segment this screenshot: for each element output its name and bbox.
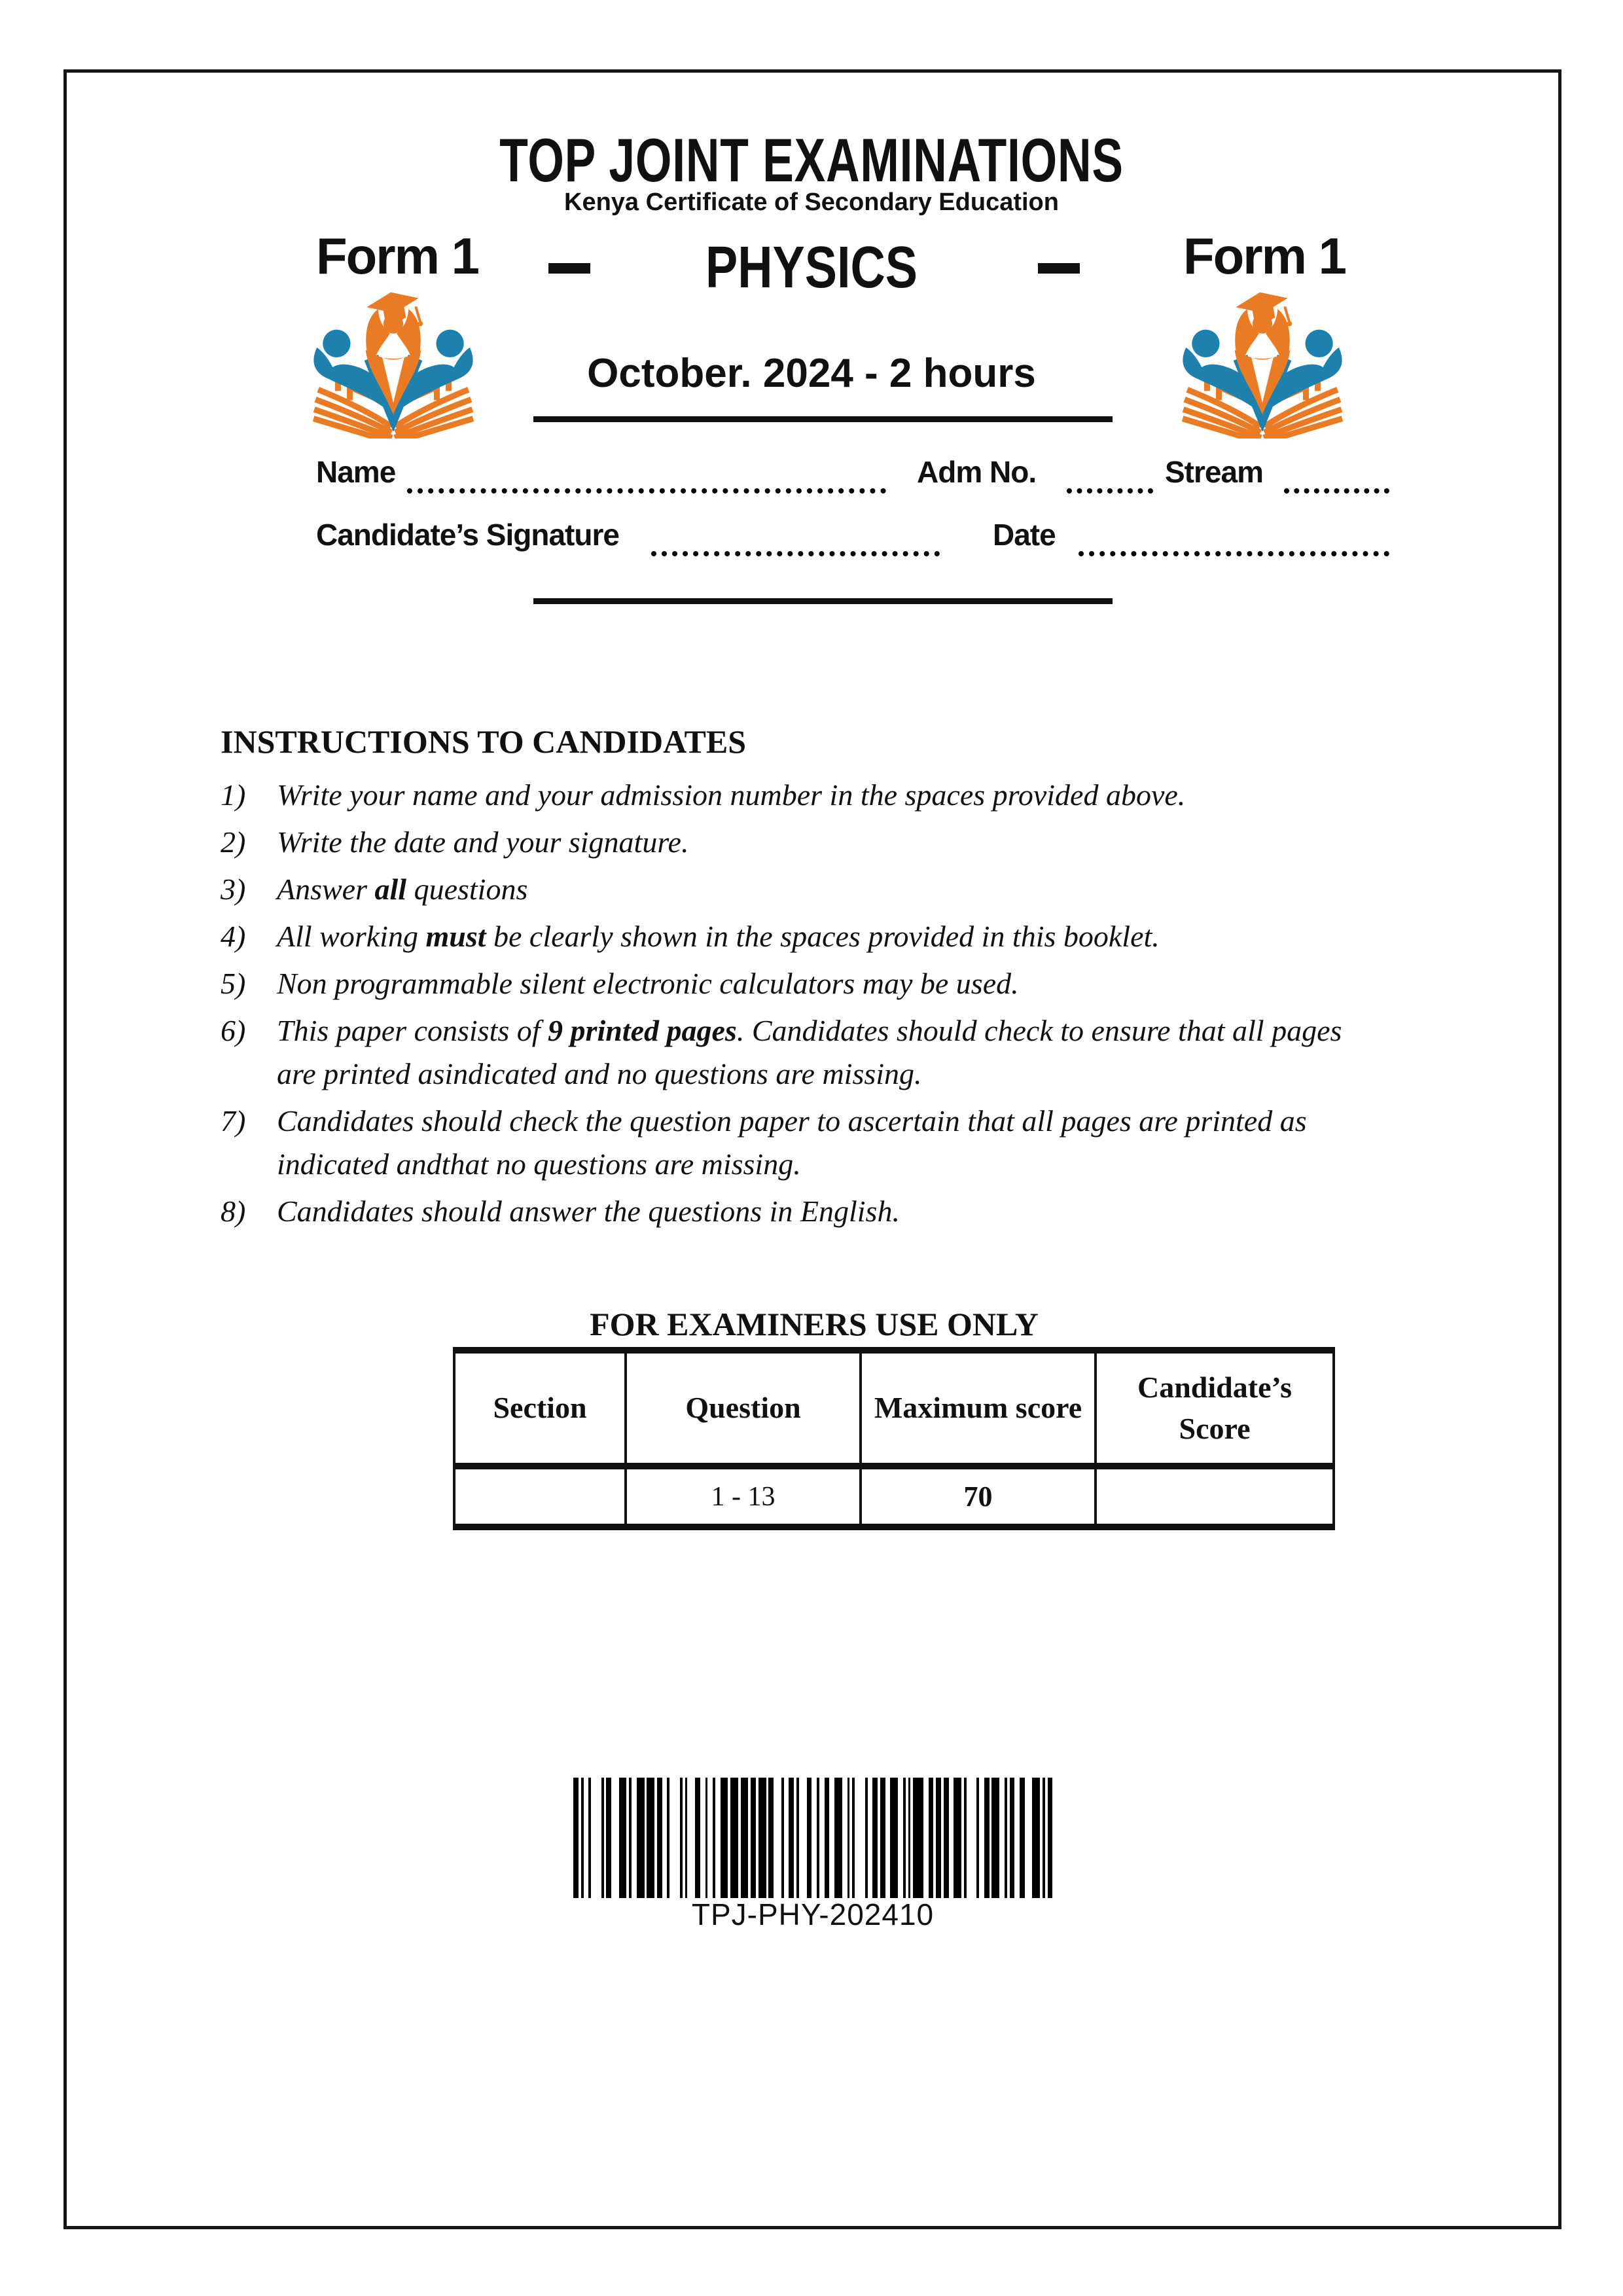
instruction-item [221, 821, 1353, 864]
barcode-space [819, 1778, 825, 1898]
school-logo-left [301, 287, 486, 439]
name-label: Name [316, 455, 396, 489]
divider-line-top [533, 416, 1113, 422]
dash-divider-left [548, 263, 590, 274]
exam-session: October. 2024 - 2 hours [587, 351, 1036, 396]
instructions-heading: INSTRUCTIONS TO CANDIDATES [221, 723, 747, 760]
barcode-bar [991, 1778, 999, 1898]
barcode-space [898, 1778, 903, 1898]
barcode-space [687, 1778, 695, 1898]
instructions-list [221, 774, 1353, 1237]
instruction-text: Answer all questions [277, 872, 528, 906]
instruction-text: Write the date and your signature. [277, 825, 689, 859]
page-title: TOP JOINT EXAMINATIONS [499, 126, 1124, 194]
barcode-bar [606, 1778, 611, 1898]
barcode-space [979, 1778, 984, 1898]
examiners-table-cell [454, 1466, 626, 1527]
barcode-space [923, 1778, 929, 1898]
page-subtitle: Kenya Certificate of Secondary Education [564, 188, 1059, 216]
barcode-space [967, 1778, 977, 1898]
examiners-table-column-header: Candidate’s Score [1096, 1350, 1334, 1466]
instruction-item [221, 1100, 1353, 1186]
barcode-space [829, 1778, 834, 1898]
barcode-space [799, 1778, 807, 1898]
barcode-bar [789, 1778, 794, 1898]
barcode-bar [637, 1778, 645, 1898]
signature-label: Candidate’s Signature [316, 518, 619, 552]
barcode-bar [647, 1778, 654, 1898]
barcode-bar [758, 1778, 766, 1898]
examiners-table-row [454, 1466, 1334, 1527]
barcode-space [855, 1778, 865, 1898]
examiners-table-cell: 70 [861, 1466, 1096, 1527]
instruction-item [221, 1009, 1353, 1096]
barcode-space [812, 1778, 817, 1898]
instruction-text: Candidates should check the question paper to ascertain that all pages are printed as indicated andthat no questions are missing. [277, 1104, 1307, 1181]
barcode-bar [730, 1778, 738, 1898]
barcode-bar [944, 1778, 949, 1898]
instruction-item [221, 1190, 1353, 1233]
barcode-bar [741, 1778, 749, 1898]
stream-label: Stream [1165, 455, 1263, 489]
divider-line-bottom [533, 598, 1113, 604]
instruction-number: 4) [221, 920, 246, 953]
barcode-bar [721, 1778, 728, 1898]
stream-entry-line [1284, 457, 1389, 493]
barcode-bar [880, 1778, 885, 1898]
barcode-space [868, 1778, 873, 1898]
barcode-bar [929, 1778, 934, 1898]
barcode-bar [807, 1778, 812, 1898]
barcode-space [774, 1778, 781, 1898]
instruction-number: 7) [221, 1104, 246, 1138]
instruction-item [221, 915, 1353, 958]
barcode-bar [1048, 1778, 1053, 1898]
adm-no-entry-line [1067, 457, 1153, 493]
instruction-number: 1) [221, 778, 246, 812]
barcode-bar [1010, 1778, 1015, 1898]
barcode-bar [695, 1778, 700, 1898]
barcode-space [784, 1778, 789, 1898]
instruction-number: 6) [221, 1014, 246, 1047]
signature-entry-line [651, 520, 940, 556]
barcode-space [842, 1778, 847, 1898]
barcode-space [949, 1778, 954, 1898]
examiners-table-column-header: Section [454, 1350, 626, 1466]
barcode-space [885, 1778, 891, 1898]
barcode-space [1025, 1778, 1033, 1898]
instruction-text: Write your name and your admission number in the spaces provided above. [277, 778, 1186, 812]
barcode-bar [573, 1778, 579, 1898]
barcode-space [591, 1778, 601, 1898]
subject-title: PHYSICS [705, 235, 918, 300]
instruction-number: 8) [221, 1194, 246, 1228]
form-level-left: Form 1 [316, 227, 479, 285]
barcode-space [700, 1778, 705, 1898]
adm-no-label: Adm No. [917, 455, 1037, 489]
examiners-table-cell: 1 - 13 [626, 1466, 861, 1527]
barcode-bar [913, 1778, 923, 1898]
instruction-number: 5) [221, 967, 246, 1000]
dash-divider-right [1038, 263, 1080, 274]
barcode-bar [1032, 1778, 1040, 1898]
instruction-item [221, 774, 1353, 817]
barcode-space [707, 1778, 713, 1898]
barcode-bar [834, 1778, 842, 1898]
barcode-text: TPJ-PHY-202410 [691, 1897, 935, 1931]
barcode-space [632, 1778, 637, 1898]
examiners-table-column-header: Question [626, 1350, 861, 1466]
examiners-table-heading: FOR EXAMINERS USE ONLY [590, 1306, 1039, 1342]
barcode-bar [936, 1778, 941, 1898]
instruction-text: Non programmable silent electronic calculators may be used. [277, 967, 1019, 1000]
barcode [573, 1778, 1053, 1898]
barcode-bar [768, 1778, 774, 1898]
barcode-space [611, 1778, 619, 1898]
instruction-text: This paper consists of 9 printed pages. Candidates should check to ensure that all pages are printed asindicated and no questions are missing. [277, 1014, 1342, 1090]
barcode-bar [657, 1778, 662, 1898]
barcode-bar [890, 1778, 898, 1898]
barcode-space [669, 1778, 680, 1898]
date-label: Date [993, 518, 1056, 552]
instruction-text: Candidates should answer the questions in English. [277, 1194, 900, 1228]
barcode-bar [984, 1778, 990, 1898]
examiners-table [453, 1347, 1335, 1530]
school-logo-right [1170, 287, 1355, 439]
instruction-text: All working must be clearly shown in the spaces provided in this booklet. [277, 920, 1160, 953]
barcode-space [584, 1778, 589, 1898]
barcode-bar [825, 1778, 830, 1898]
examiners-table-column-header: Maximum score [861, 1350, 1096, 1466]
instruction-number: 3) [221, 872, 246, 906]
examiners-table-header-row [454, 1350, 1334, 1466]
date-entry-line [1079, 520, 1389, 556]
instruction-number: 2) [221, 825, 246, 859]
barcode-bar [619, 1778, 627, 1898]
name-entry-line [407, 457, 886, 493]
barcode-space [715, 1778, 721, 1898]
instruction-item [221, 962, 1353, 1005]
barcode-bar [1020, 1778, 1025, 1898]
barcode-space [999, 1778, 1005, 1898]
barcode-bar [751, 1778, 756, 1898]
instruction-item [221, 868, 1353, 911]
barcode-space [662, 1778, 668, 1898]
form-level-right: Form 1 [1183, 227, 1346, 285]
examiners-table-cell [1096, 1466, 1334, 1527]
barcode-bar [872, 1778, 878, 1898]
barcode-bar [954, 1778, 961, 1898]
barcode-space [1014, 1778, 1020, 1898]
